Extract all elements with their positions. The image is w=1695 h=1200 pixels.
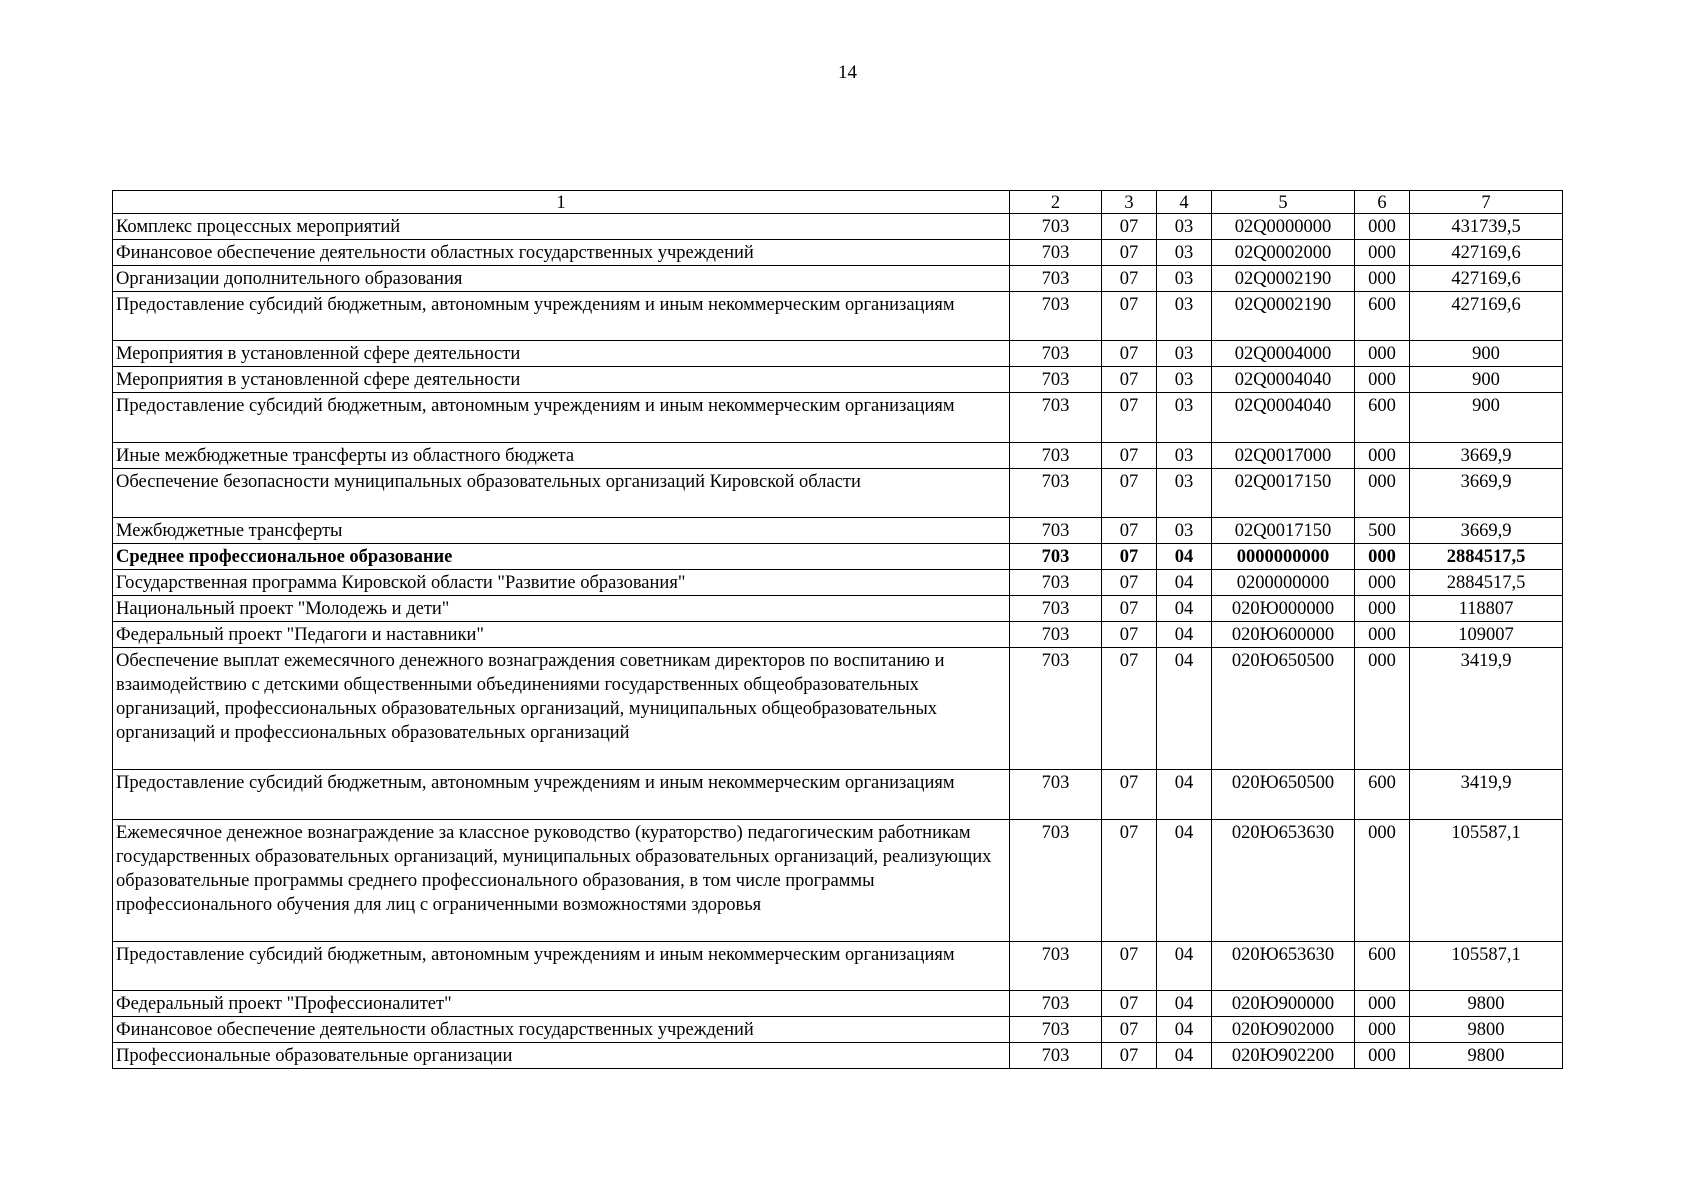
table-row bbox=[113, 819, 1563, 941]
section-cell: 07 bbox=[1102, 990, 1157, 1016]
amount-cell: 3669,9 bbox=[1410, 518, 1563, 544]
amount-cell: 900 bbox=[1410, 341, 1563, 367]
row-name-cell: Профессиональные образовательные организации bbox=[113, 1042, 1010, 1068]
subsection-cell: 03 bbox=[1157, 214, 1212, 240]
section-cell: 07 bbox=[1102, 442, 1157, 468]
target-article-cell: 020Ю653630 bbox=[1212, 941, 1355, 990]
section-cell: 07 bbox=[1102, 518, 1157, 544]
section-cell: 07 bbox=[1102, 1042, 1157, 1068]
table-row bbox=[113, 544, 1563, 570]
section-cell: 07 bbox=[1102, 341, 1157, 367]
subsection-cell: 04 bbox=[1157, 596, 1212, 622]
expense-type-cell: 600 bbox=[1355, 393, 1410, 442]
table-header-row bbox=[113, 191, 1563, 214]
admin-code-cell: 703 bbox=[1010, 518, 1102, 544]
admin-code-cell: 703 bbox=[1010, 292, 1102, 341]
admin-code-cell: 703 bbox=[1010, 941, 1102, 990]
amount-cell: 2884517,5 bbox=[1410, 570, 1563, 596]
section-cell: 07 bbox=[1102, 544, 1157, 570]
amount-cell: 9800 bbox=[1410, 1042, 1563, 1068]
expense-type-cell: 000 bbox=[1355, 648, 1410, 770]
admin-code-cell: 703 bbox=[1010, 468, 1102, 517]
section-cell: 07 bbox=[1102, 240, 1157, 266]
subsection-cell: 03 bbox=[1157, 518, 1212, 544]
amount-cell: 2884517,5 bbox=[1410, 544, 1563, 570]
row-name-cell: Организации дополнительного образования bbox=[113, 266, 1010, 292]
section-cell: 07 bbox=[1102, 941, 1157, 990]
section-cell: 07 bbox=[1102, 570, 1157, 596]
expense-type-cell: 000 bbox=[1355, 240, 1410, 266]
amount-cell: 9800 bbox=[1410, 1016, 1563, 1042]
admin-code-cell: 703 bbox=[1010, 1016, 1102, 1042]
target-article-cell: 020Ю653630 bbox=[1212, 819, 1355, 941]
admin-code-cell: 703 bbox=[1010, 622, 1102, 648]
admin-code-cell: 703 bbox=[1010, 990, 1102, 1016]
target-article-cell: 02Q0000000 bbox=[1212, 214, 1355, 240]
column-header: 6 bbox=[1355, 191, 1410, 214]
amount-cell: 3419,9 bbox=[1410, 648, 1563, 770]
subsection-cell: 03 bbox=[1157, 292, 1212, 341]
admin-code-cell: 703 bbox=[1010, 393, 1102, 442]
expense-type-cell: 000 bbox=[1355, 596, 1410, 622]
table-row bbox=[113, 990, 1563, 1016]
target-article-cell: 020Ю650500 bbox=[1212, 770, 1355, 819]
subsection-cell: 03 bbox=[1157, 468, 1212, 517]
table-row bbox=[113, 1016, 1563, 1042]
expense-type-cell: 000 bbox=[1355, 570, 1410, 596]
row-name-cell: Иные межбюджетные трансферты из областного бюджета bbox=[113, 442, 1010, 468]
row-name-cell: Комплекс процессных мероприятий bbox=[113, 214, 1010, 240]
subsection-cell: 04 bbox=[1157, 1016, 1212, 1042]
expense-type-cell: 000 bbox=[1355, 990, 1410, 1016]
admin-code-cell: 703 bbox=[1010, 570, 1102, 596]
section-cell: 07 bbox=[1102, 622, 1157, 648]
subsection-cell: 03 bbox=[1157, 393, 1212, 442]
column-header: 1 bbox=[113, 191, 1010, 214]
amount-cell: 3419,9 bbox=[1410, 770, 1563, 819]
section-cell: 07 bbox=[1102, 1016, 1157, 1042]
expense-type-cell: 000 bbox=[1355, 442, 1410, 468]
row-name-cell: Обеспечение выплат ежемесячного денежного вознаграждения советникам директоров по воспитанию и взаимодействию с детскими общественными объединениями государственных общеобразовательных организаций, профессиональных образовательных организаций, муниципальных общеобразовательных организаций и профессиональных образовательных организаций bbox=[113, 648, 1010, 770]
table-row bbox=[113, 570, 1563, 596]
target-article-cell: 02Q0017000 bbox=[1212, 442, 1355, 468]
expense-type-cell: 600 bbox=[1355, 292, 1410, 341]
expense-type-cell: 000 bbox=[1355, 819, 1410, 941]
admin-code-cell: 703 bbox=[1010, 240, 1102, 266]
subsection-cell: 04 bbox=[1157, 770, 1212, 819]
subsection-cell: 04 bbox=[1157, 648, 1212, 770]
row-name-cell: Обеспечение безопасности муниципальных образовательных организаций Кировской области bbox=[113, 468, 1010, 517]
expense-type-cell: 000 bbox=[1355, 544, 1410, 570]
section-cell: 07 bbox=[1102, 367, 1157, 393]
target-article-cell: 020Ю902200 bbox=[1212, 1042, 1355, 1068]
row-name-cell: Ежемесячное денежное вознаграждение за классное руководство (кураторство) педагогическим работникам государственных образовательных организаций, муниципальных образовательных организаций, реализующих образовательные программы среднего профессионального образования, в том числе программы профессионального обучения для лиц с ограниченными возможностями здоровья bbox=[113, 819, 1010, 941]
row-name-cell: Финансовое обеспечение деятельности областных государственных учреждений bbox=[113, 240, 1010, 266]
admin-code-cell: 703 bbox=[1010, 770, 1102, 819]
expense-type-cell: 000 bbox=[1355, 468, 1410, 517]
row-name-cell: Предоставление субсидий бюджетным, автономным учреждениям и иным некоммерческим организациям bbox=[113, 941, 1010, 990]
table-row bbox=[113, 1042, 1563, 1068]
amount-cell: 3669,9 bbox=[1410, 468, 1563, 517]
amount-cell: 118807 bbox=[1410, 596, 1563, 622]
amount-cell: 9800 bbox=[1410, 990, 1563, 1016]
column-header: 2 bbox=[1010, 191, 1102, 214]
target-article-cell: 0000000000 bbox=[1212, 544, 1355, 570]
target-article-cell: 02Q0002000 bbox=[1212, 240, 1355, 266]
table-row bbox=[113, 518, 1563, 544]
subsection-cell: 04 bbox=[1157, 570, 1212, 596]
admin-code-cell: 703 bbox=[1010, 544, 1102, 570]
expense-type-cell: 000 bbox=[1355, 367, 1410, 393]
admin-code-cell: 703 bbox=[1010, 1042, 1102, 1068]
amount-cell: 105587,1 bbox=[1410, 941, 1563, 990]
amount-cell: 3669,9 bbox=[1410, 442, 1563, 468]
target-article-cell: 020Ю902000 bbox=[1212, 1016, 1355, 1042]
expense-type-cell: 000 bbox=[1355, 214, 1410, 240]
admin-code-cell: 703 bbox=[1010, 648, 1102, 770]
subsection-cell: 03 bbox=[1157, 266, 1212, 292]
table-row bbox=[113, 240, 1563, 266]
column-header: 5 bbox=[1212, 191, 1355, 214]
amount-cell: 900 bbox=[1410, 367, 1563, 393]
admin-code-cell: 703 bbox=[1010, 819, 1102, 941]
expense-type-cell: 000 bbox=[1355, 622, 1410, 648]
column-header: 7 bbox=[1410, 191, 1563, 214]
subsection-cell: 04 bbox=[1157, 819, 1212, 941]
amount-cell: 427169,6 bbox=[1410, 266, 1563, 292]
table-row bbox=[113, 468, 1563, 517]
table-row bbox=[113, 367, 1563, 393]
admin-code-cell: 703 bbox=[1010, 266, 1102, 292]
table-body bbox=[113, 214, 1563, 1069]
admin-code-cell: 703 bbox=[1010, 341, 1102, 367]
subsection-cell: 04 bbox=[1157, 990, 1212, 1016]
table-row bbox=[113, 292, 1563, 341]
expense-type-cell: 000 bbox=[1355, 1042, 1410, 1068]
row-name-cell: Предоставление субсидий бюджетным, автономным учреждениям и иным некоммерческим организациям bbox=[113, 770, 1010, 819]
target-article-cell: 020Ю600000 bbox=[1212, 622, 1355, 648]
row-name-cell: Предоставление субсидий бюджетным, автономным учреждениям и иным некоммерческим организациям bbox=[113, 393, 1010, 442]
table-row bbox=[113, 393, 1563, 442]
row-name-cell: Мероприятия в установленной сфере деятельности bbox=[113, 367, 1010, 393]
expense-type-cell: 600 bbox=[1355, 770, 1410, 819]
budget-table bbox=[112, 190, 1563, 1069]
amount-cell: 900 bbox=[1410, 393, 1563, 442]
amount-cell: 105587,1 bbox=[1410, 819, 1563, 941]
expense-type-cell: 000 bbox=[1355, 266, 1410, 292]
section-cell: 07 bbox=[1102, 468, 1157, 517]
row-name-cell: Федеральный проект "Педагоги и наставники" bbox=[113, 622, 1010, 648]
section-cell: 07 bbox=[1102, 819, 1157, 941]
amount-cell: 427169,6 bbox=[1410, 292, 1563, 341]
amount-cell: 431739,5 bbox=[1410, 214, 1563, 240]
subsection-cell: 03 bbox=[1157, 341, 1212, 367]
row-name-cell: Предоставление субсидий бюджетным, автономным учреждениям и иным некоммерческим организациям bbox=[113, 292, 1010, 341]
admin-code-cell: 703 bbox=[1010, 367, 1102, 393]
section-cell: 07 bbox=[1102, 292, 1157, 341]
subsection-cell: 03 bbox=[1157, 442, 1212, 468]
target-article-cell: 02Q0004040 bbox=[1212, 393, 1355, 442]
subsection-cell: 04 bbox=[1157, 622, 1212, 648]
subsection-cell: 03 bbox=[1157, 367, 1212, 393]
target-article-cell: 02Q0002190 bbox=[1212, 266, 1355, 292]
column-header: 4 bbox=[1157, 191, 1212, 214]
admin-code-cell: 703 bbox=[1010, 214, 1102, 240]
admin-code-cell: 703 bbox=[1010, 442, 1102, 468]
row-name-cell: Национальный проект "Молодежь и дети" bbox=[113, 596, 1010, 622]
column-header: 3 bbox=[1102, 191, 1157, 214]
target-article-cell: 02Q0017150 bbox=[1212, 518, 1355, 544]
section-cell: 07 bbox=[1102, 214, 1157, 240]
section-cell: 07 bbox=[1102, 393, 1157, 442]
expense-type-cell: 500 bbox=[1355, 518, 1410, 544]
target-article-cell: 020Ю900000 bbox=[1212, 990, 1355, 1016]
target-article-cell: 020Ю000000 bbox=[1212, 596, 1355, 622]
amount-cell: 109007 bbox=[1410, 622, 1563, 648]
table-row bbox=[113, 214, 1563, 240]
row-name-cell: Среднее профессиональное образование bbox=[113, 544, 1010, 570]
subsection-cell: 03 bbox=[1157, 240, 1212, 266]
section-cell: 07 bbox=[1102, 770, 1157, 819]
amount-cell: 427169,6 bbox=[1410, 240, 1563, 266]
expense-type-cell: 000 bbox=[1355, 1016, 1410, 1042]
target-article-cell: 02Q0004000 bbox=[1212, 341, 1355, 367]
row-name-cell: Мероприятия в установленной сфере деятельности bbox=[113, 341, 1010, 367]
table-row bbox=[113, 648, 1563, 770]
table-row bbox=[113, 941, 1563, 990]
target-article-cell: 02Q0002190 bbox=[1212, 292, 1355, 341]
row-name-cell: Федеральный проект "Профессионалитет" bbox=[113, 990, 1010, 1016]
table-row bbox=[113, 596, 1563, 622]
subsection-cell: 04 bbox=[1157, 1042, 1212, 1068]
target-article-cell: 02Q0004040 bbox=[1212, 367, 1355, 393]
subsection-cell: 04 bbox=[1157, 941, 1212, 990]
section-cell: 07 bbox=[1102, 596, 1157, 622]
row-name-cell: Государственная программа Кировской области "Развитие образования" bbox=[113, 570, 1010, 596]
table-row bbox=[113, 266, 1563, 292]
target-article-cell: 020Ю650500 bbox=[1212, 648, 1355, 770]
expense-type-cell: 000 bbox=[1355, 341, 1410, 367]
expense-type-cell: 600 bbox=[1355, 941, 1410, 990]
section-cell: 07 bbox=[1102, 648, 1157, 770]
page-number: 14 bbox=[838, 62, 857, 83]
subsection-cell: 04 bbox=[1157, 544, 1212, 570]
table-row bbox=[113, 770, 1563, 819]
target-article-cell: 02Q0017150 bbox=[1212, 468, 1355, 517]
section-cell: 07 bbox=[1102, 266, 1157, 292]
table-row bbox=[113, 622, 1563, 648]
admin-code-cell: 703 bbox=[1010, 596, 1102, 622]
row-name-cell: Межбюджетные трансферты bbox=[113, 518, 1010, 544]
table-row bbox=[113, 341, 1563, 367]
target-article-cell: 0200000000 bbox=[1212, 570, 1355, 596]
row-name-cell: Финансовое обеспечение деятельности областных государственных учреждений bbox=[113, 1016, 1010, 1042]
table-row bbox=[113, 442, 1563, 468]
